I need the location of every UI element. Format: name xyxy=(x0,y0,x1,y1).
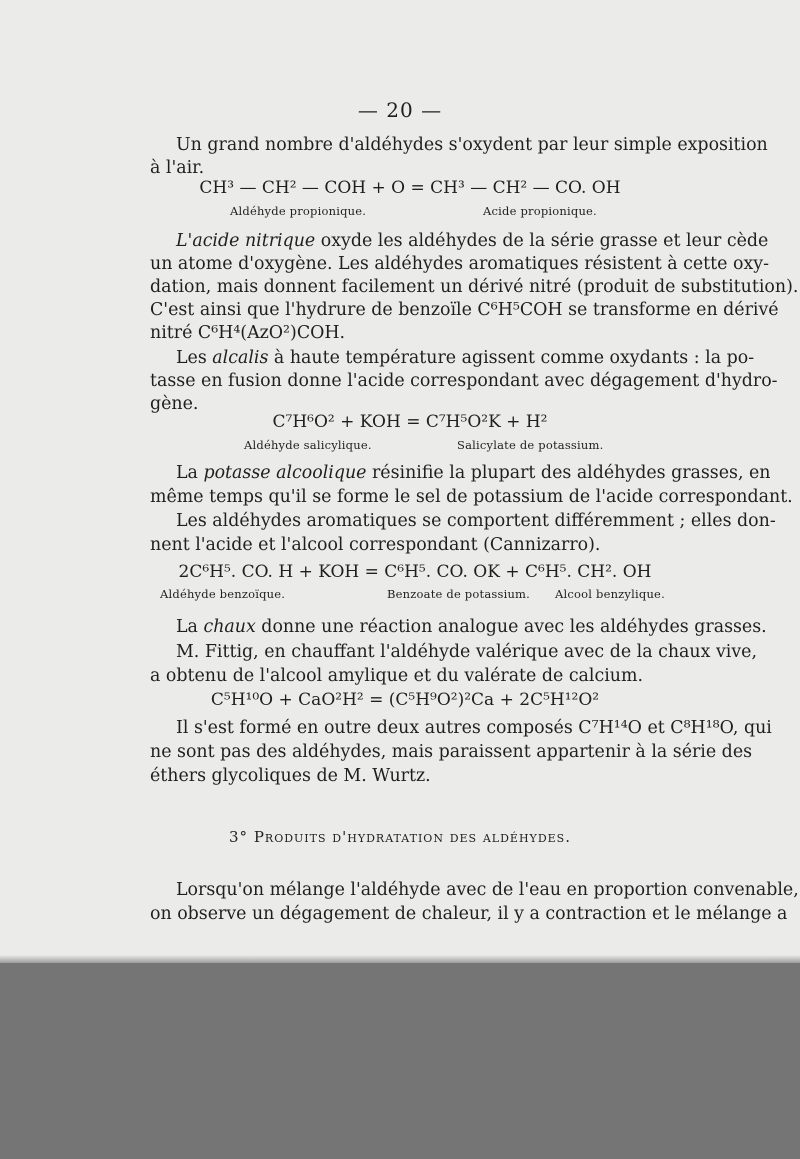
text-line: Les aldéhydes aromatiques se comportent différemment ; elles don- xyxy=(176,511,776,531)
text-line: éthers glycoliques de M. Wurtz. xyxy=(150,766,431,786)
equation-caption: Alcool benzylique. xyxy=(555,587,665,601)
scanner-background xyxy=(0,963,800,1159)
chemical-equation: 2C⁶H⁵. CO. H + KOH = C⁶H⁵. CO. OK + C⁶H⁵. CH². OH xyxy=(178,562,652,582)
text-line: ne sont pas des aldéhydes, mais paraissent appartenir à la série des xyxy=(150,742,753,762)
equation-caption: Aldéhyde salicylique. xyxy=(244,438,372,452)
emphasis-term: alcalis xyxy=(212,348,269,368)
equation-caption: Aldéhyde propionique. xyxy=(230,204,367,218)
text-line: M. Fittig, en chauffant l'aldéhyde valérique avec de la chaux vive, xyxy=(176,642,757,662)
text-line: Les alcalis à haute température agissent comme oxydants : la po- xyxy=(176,348,755,368)
text-line: La potasse alcoolique résinifie la plupart des aldéhydes grasses, en xyxy=(176,463,771,483)
text-line: a obtenu de l'alcool amylique et du valérate de calcium. xyxy=(150,666,644,686)
text-line: gène. xyxy=(150,394,199,414)
equation-caption: Benzoate de potassium. xyxy=(387,587,531,601)
chemical-equation: C⁷H⁶O² + KOH = C⁷H⁵O²K + H² xyxy=(272,412,548,432)
text-line: dation, mais donnent facilement un dérivé nitré (produit de substitution). xyxy=(150,277,799,297)
page-number: — 20 — xyxy=(357,98,443,122)
text-line: Il s'est formé en outre deux autres composés C⁷H¹⁴O et C⁸H¹⁸O, qui xyxy=(176,718,772,738)
text-line: C'est ainsi que l'hydrure de benzoïle C⁶H⁵COH se transforme en dérivé xyxy=(150,300,779,320)
section-heading: 3° Produits d'hydratation des aldéhydes. xyxy=(229,828,571,846)
emphasis-term: potasse alcoolique xyxy=(203,463,367,483)
chemical-equation: CH³ — CH² — COH + O = CH³ — CH² — CO. OH xyxy=(199,178,621,198)
text-line: tasse en fusion donne l'acide correspondant avec dégagement d'hydro- xyxy=(150,371,778,391)
text-line: L'acide nitrique oxyde les aldéhydes de la série grasse et leur cède xyxy=(176,231,769,251)
emphasis-term: chaux xyxy=(203,617,256,637)
text-line: à l'air. xyxy=(150,158,205,178)
chemical-equation: C⁵H¹⁰O + CaO²H² = (C⁵H⁹O²)²Ca + 2C⁵H¹²O² xyxy=(210,690,600,710)
text-line: on observe un dégagement de chaleur, il y a contraction et le mélange a xyxy=(150,904,788,924)
equation-caption: Salicylate de potassium. xyxy=(457,438,604,452)
text-line: même temps qu'il se forme le sel de potassium de l'acide correspondant. xyxy=(150,487,793,507)
equation-caption: Aldéhyde benzoïque. xyxy=(160,587,286,601)
equation-caption: Acide propionique. xyxy=(483,204,597,218)
text-line: La chaux donne une réaction analogue avec les aldéhydes grasses. xyxy=(176,617,767,637)
text-line: Lorsqu'on mélange l'aldéhyde avec de l'eau en proportion convenable, xyxy=(176,880,799,900)
emphasis-term: L'acide nitrique xyxy=(176,231,316,251)
text-line: Un grand nombre d'aldéhydes s'oxydent par leur simple exposition xyxy=(176,135,768,155)
text-line: nent l'acide et l'alcool correspondant (Cannizarro). xyxy=(150,535,601,555)
text-line: nitré C⁶H⁴(AzO²)COH. xyxy=(150,323,346,343)
text-line: un atome d'oxygène. Les aldéhydes aromatiques résistent à cette oxy- xyxy=(150,254,769,274)
